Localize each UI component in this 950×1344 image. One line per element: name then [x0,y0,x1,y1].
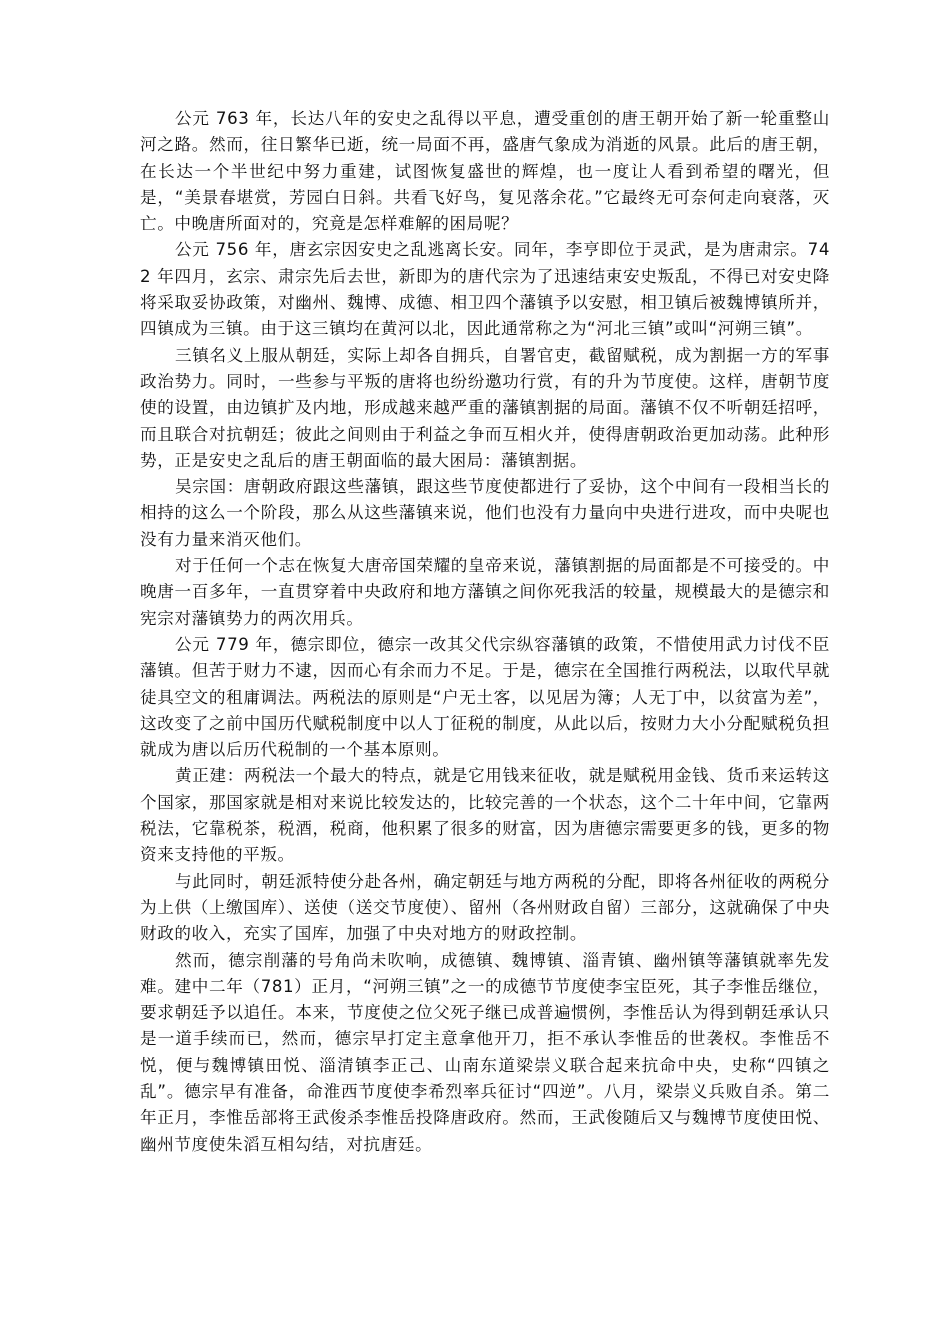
paragraph-8: 与此同时，朝廷派特使分赴各州，确定朝廷与地方两税的分配，即将各州征收的两税分为上供（上缴国库）、送使（送交节度使）、留州（各州财政自留）三部分，这就确保了中央财政的收入，充实了国库，加强了中央对地方的财政控制。 [140,871,830,944]
paragraph-9: 然而，德宗削藩的号角尚未吹响，成德镇、魏博镇、淄青镇、幽州镇等藩镇就率先发难。建中二年（781）正月，“河朔三镇”之一的成德节节度使李宝臣死，其子李惟岳继位，要求朝廷予以追任。本来，节度使之位父死子继已成普遍惯例，李惟岳认为得到朝廷承认只是一道手续而已，然而，德宗早打定主意拿他开刀，拒不承认李惟岳的世袭权。李惟岳不悦，便与魏博镇田悦、淄清镇李正己、山南东道梁崇义联合起来抗命中央，史称“四镇之乱”。德宗早有准备，命淮西节度使李希烈率兵征讨“四逆”。八月，梁崇义兵败自杀。第二年正月，李惟岳部将王武俊杀李惟岳投降唐政府。然而，王武俊随后又与魏博节度使田悦、幽州节度使朱滔互相勾结，对抗唐廷。 [140,950,830,1154]
paragraph-1: 公元 763 年，长达八年的安史之乱得以平息，遭受重创的唐王朝开始了新一轮重整山河之路。然而，往日繁华已逝，统一局面不再，盛唐气象成为消逝的风景。此后的唐王朝，在长达一个半世纪中努力重建，试图恢复盛世的辉煌，也一度让人看到希望的曙光，但是，“美景春堪赏，芳园白日斜。共看飞好鸟，复见落余花。”它最终无可奈何走向衰落，灭亡。中晚唐所面对的，究竟是怎样难解的困局呢？ [140,109,830,234]
paragraph-2: 公元 756 年，唐玄宗因安史之乱逃离长安。同年，李亨即位于灵武，是为唐肃宗。742 年四月，玄宗、肃宗先后去世，新即为的唐代宗为了迅速结束安史叛乱，不得已对安史降将采取妥协政策，对幽州、魏博、成德、相卫四个藩镇予以安慰，相卫镇后被魏博镇所并，四镇成为三镇。由于这三镇均在黄河以北，因此通常称之为“河北三镇”或叫“河朔三镇”。 [140,240,830,339]
paragraph-3: 三镇名义上服从朝廷，实际上却各自拥兵，自署官吏，截留赋税，成为割据一方的军事政治势力。同时，一些参与平叛的唐将也纷纷邀功行赏，有的升为节度使。这样，唐朝节度使的设置，由边镇扩及内地，形成越来越严重的藩镇割据的局面。藩镇不仅不听朝廷招呼，而且联合对抗朝廷；彼此之间则由于利益之争而互相火并，使得唐朝政治更加动荡。此种形势，正是安史之乱后的唐王朝面临的最大困局：藩镇割据。 [140,345,830,470]
paragraph-7: 黄正建：两税法一个最大的特点，就是它用钱来征收，就是赋税用金钱、货币来运转这个国家，那国家就是相对来说比较发达的，比较完善的一个状态，这个二十年中间，它靠两税法，它靠税茶，税酒，税商，他积累了很多的财富，因为唐德宗需要更多的钱，更多的物资来支持他的平叛。 [140,766,830,865]
paragraph-5: 对于任何一个志在恢复大唐帝国荣耀的皇帝来说，藩镇割据的局面都是不可接受的。中晚唐一百多年，一直贯穿着中央政府和地方藩镇之间你死我活的较量，规模最大的是德宗和宪宗对藩镇势力的两次用兵。 [140,556,830,628]
paragraph-4: 吴宗国：唐朝政府跟这些藩镇，跟这些节度使都进行了妥协，这个中间有一段相当长的相持的这么一个阶段，那么从这些藩镇来说，他们也没有力量向中央进行进攻，而中央呢也没有力量来消灭他们。 [140,477,830,549]
article-body [140,106,830,1158]
paragraph-6: 公元 779 年，德宗即位，德宗一改其父代宗纵容藩镇的政策，不惜使用武力讨伐不臣藩镇。但苦于财力不逮，因而心有余而力不足。于是，德宗在全国推行两税法，以取代早就徒具空文的租庸调法。两税法的原则是“户无土客，以见居为簿；人无丁中，以贫富为差”，这改变了之前中国历代赋税制度中以人丁征税的制度，从此以后，按财力大小分配赋税负担就成为唐以后历代税制的一个基本原则。 [140,634,830,760]
